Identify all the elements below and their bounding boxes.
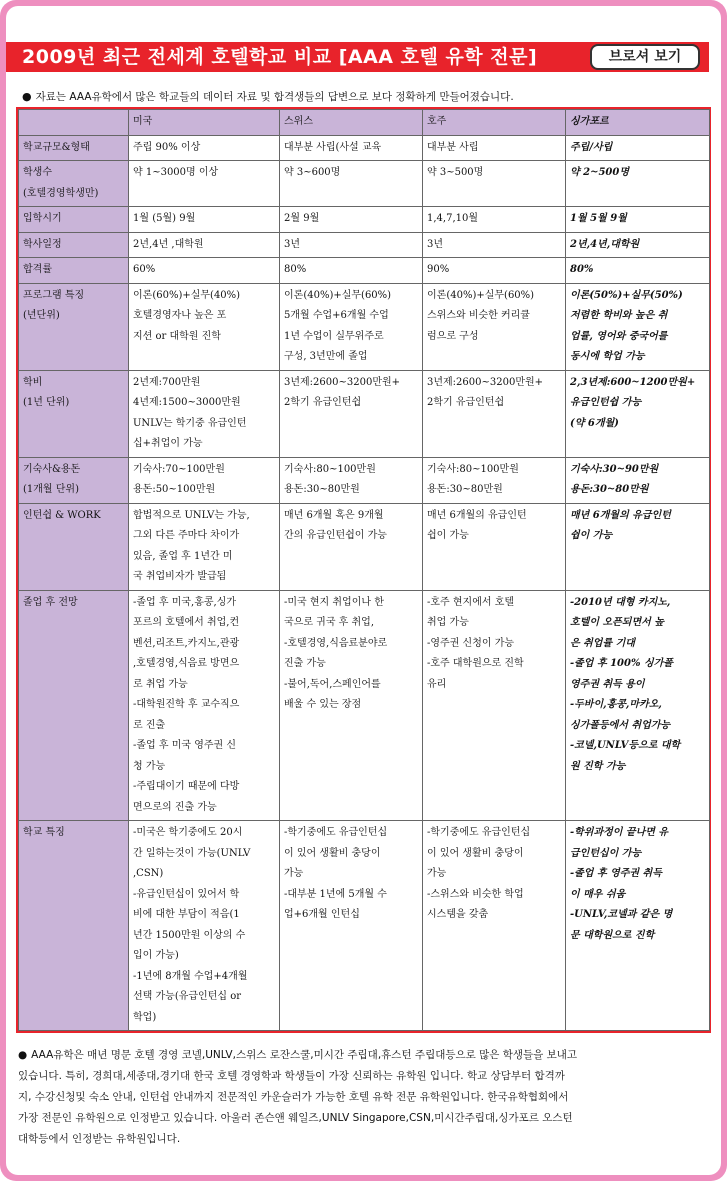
- table-row: [19, 457, 710, 503]
- cell-singapore: [566, 821, 710, 1031]
- cell-line: 가능: [427, 868, 447, 879]
- cell-us: [129, 503, 280, 590]
- cell-line: 2년제:700만원: [133, 376, 201, 388]
- cell-line: -졸업 후 100% 싱가폴: [570, 658, 673, 669]
- bottom-notice-line: 가장 전문인 유학원으로 인정받고 있습니다. 아울러 존슨앤 웨일즈,UNLV Singapore,CSN,미시간주립대,싱가포르 오스턴: [18, 1112, 573, 1124]
- cell-line: 년간 1500만원 이상의 수: [133, 929, 246, 941]
- bottom-notice-line: 있습니다. 특히, 경희대,세종대,경기대 한국 호텔 경영학과 학생들이 가장 신뢰하는 유학원 입니다. 학교 상담부터 합격까: [18, 1070, 565, 1082]
- cell-line: -1년에 8개월 수업+4개월: [133, 970, 248, 982]
- cell-line: (1년 단위): [23, 397, 70, 408]
- cell-line: 용돈:30~80만원: [570, 484, 649, 495]
- table-row: [19, 590, 710, 821]
- cell-line: 60%: [133, 264, 156, 275]
- cell-line: -유급인턴십이 있어서 학: [133, 888, 240, 900]
- header-cell-australia: 호주: [423, 110, 566, 136]
- cell-line: 매년 6개월의 유급인턴: [570, 509, 671, 521]
- cell-line: 국으로 귀국 후 취업,: [284, 617, 374, 628]
- cell-us: [129, 161, 280, 207]
- cell-switzerland: [280, 258, 423, 284]
- cell-line: 3년: [284, 238, 301, 250]
- cell-line: 간의 유급인턴쉽이 가능: [284, 530, 387, 541]
- cell-line: 용돈:30~80만원: [284, 484, 360, 495]
- header-cell-switzerland: 스위스: [280, 110, 423, 136]
- cell-line: 영주권 취득 용이: [570, 678, 645, 690]
- cell-line: (호텔경영학생만): [23, 187, 99, 199]
- cell-switzerland: [280, 370, 423, 457]
- cell-line: 3년제:2600~3200만원+: [284, 376, 401, 388]
- cell-line: 90%: [427, 264, 450, 275]
- cell-line: 약 3~600명: [284, 167, 341, 178]
- cell-line: -졸업 후 미국,홍콩,싱가: [133, 596, 237, 608]
- cell-line: 청 가능: [133, 760, 166, 772]
- cell-line: 80%: [284, 264, 307, 275]
- cell-line: 약 2~500명: [570, 167, 630, 178]
- cell-line: 1월 5월 9월: [570, 213, 627, 224]
- cell-line: 용돈:30~80만원: [427, 484, 503, 495]
- cell-line: 매년 6개월의 유급인턴: [427, 509, 527, 521]
- cell-line: 이론(40%)+실무(60%): [427, 289, 535, 301]
- cell-line: 국 취업비자가 발급됨: [133, 571, 227, 582]
- cell-switzerland: [280, 207, 423, 233]
- cell-us: [129, 821, 280, 1031]
- cell-line: 3년: [427, 238, 444, 250]
- cell-line: 가능: [284, 868, 304, 879]
- cell-line: 럼으로 구성: [427, 330, 479, 342]
- cell-line: 쉽이 가능: [427, 530, 469, 541]
- cell-switzerland: [280, 232, 423, 258]
- cell-line: 유리: [427, 678, 447, 690]
- cell-line: 매년 6개월 혹은 9개월: [284, 509, 384, 521]
- cell-line: 이 매우 쉬움: [570, 888, 626, 900]
- cell-line: UNLV는 학기중 유급인턴: [133, 417, 247, 429]
- table-row: [19, 370, 710, 457]
- row-label: [19, 457, 129, 503]
- cell-line: -대부분 1년에 5개월 수: [284, 888, 387, 900]
- cell-line: -스위스와 비슷한 학업: [427, 888, 524, 900]
- table-row: [19, 161, 710, 207]
- cell-line: 학사일정: [23, 238, 62, 250]
- cell-line: 유급인턴쉽 가능: [570, 397, 642, 408]
- cell-australia: [423, 503, 566, 590]
- cell-line: 1년 수업이 실무위주로: [284, 330, 384, 342]
- cell-line: 입학시기: [23, 213, 62, 224]
- cell-australia: [423, 821, 566, 1031]
- cell-line: 이론(50%)+실무(50%): [570, 289, 683, 301]
- cell-line: -코넬,UNLV등으로 대학: [570, 740, 681, 751]
- cell-line: 2학기 유급인턴쉽: [284, 397, 362, 408]
- cell-line: 쉽이 가능: [570, 530, 613, 541]
- cell-line: 지션 or 대학원 진학: [133, 330, 221, 342]
- row-label: [19, 135, 129, 161]
- cell-line: 싱가폴등에서 취업가능: [570, 719, 671, 731]
- cell-switzerland: [280, 135, 423, 161]
- table-row: [19, 258, 710, 284]
- bottom-notice: [18, 1045, 708, 1150]
- cell-switzerland: [280, 283, 423, 370]
- cell-line: 5개월 수업+6개월 수업: [284, 310, 389, 321]
- cell-line: 입이 가능): [133, 950, 179, 961]
- cell-line: -호주 현지에서 호텔: [427, 596, 515, 608]
- cell-line: 시스템을 갖춤: [427, 909, 489, 920]
- cell-line: ,CSN): [133, 868, 164, 879]
- cell-singapore: [566, 135, 710, 161]
- cell-line: 스위스와 비슷한 커리큘: [427, 310, 530, 321]
- bottom-notice-line: 지, 수강신청및 숙소 안내, 인턴쉽 안내까지 전문적인 카운슬러가 가능한 호텔 유학 전문 유학원입니다. 한국유학협회에서: [18, 1091, 569, 1103]
- cell-australia: [423, 283, 566, 370]
- cell-line: -학위과정이 끝나면 유: [570, 827, 669, 838]
- row-label: [19, 370, 129, 457]
- cell-line: 호텔경영자나 높은 포: [133, 310, 227, 321]
- cell-australia: [423, 590, 566, 821]
- cell-line: -졸업 후 영주권 취득: [570, 868, 662, 879]
- cell-line: 구성, 3년만에 졸업: [284, 351, 368, 362]
- cell-line: (1개월 단위): [23, 484, 79, 495]
- cell-line: 은 취업률 기대: [570, 637, 635, 649]
- cell-line: -두바이,홍콩,마카오,: [570, 699, 662, 710]
- cell-line: 호텔이 오픈되면서 높: [570, 617, 664, 628]
- cell-switzerland: [280, 503, 423, 590]
- cell-line: 용돈:50~100만원: [133, 484, 216, 495]
- cell-line: 학비: [23, 376, 43, 388]
- cell-line: 합법적으로 UNLV는 가능,: [133, 509, 250, 521]
- cell-line: 원 진학 가능: [570, 760, 626, 772]
- cell-us: [129, 258, 280, 284]
- cell-line: -학기중에도 유급인턴십: [284, 827, 388, 838]
- cell-australia: [423, 258, 566, 284]
- cell-line: 기숙사:80~100만원: [284, 463, 376, 475]
- cell-line: 주립 90% 이상: [133, 141, 201, 153]
- table-header-row: [19, 110, 710, 136]
- cell-line: 기숙사:30~90만원: [570, 463, 659, 475]
- cell-line: 업률, 영어와 중국어를: [570, 330, 668, 342]
- table-row: [19, 503, 710, 590]
- cell-us: [129, 232, 280, 258]
- cell-line: 십+취업이 가능: [133, 438, 203, 449]
- row-label: [19, 207, 129, 233]
- cell-line: 이 있어 생활비 충당이: [427, 847, 524, 859]
- table-row: [19, 283, 710, 370]
- cell-us: [129, 370, 280, 457]
- cell-line: 학업): [133, 1011, 157, 1023]
- brochure-button[interactable]: 브로셔 보기: [590, 44, 700, 70]
- cell-line: 1,4,7,10월: [427, 213, 479, 224]
- cell-line: -불어,독어,스페인어를: [284, 678, 381, 690]
- cell-switzerland: [280, 590, 423, 821]
- cell-line: 취업 가능: [427, 617, 469, 628]
- cell-line: -호텔경영,식음료분야로: [284, 637, 388, 649]
- cell-line: 대부분 사립(사설 교육: [284, 141, 382, 153]
- cell-line: 업+6개월 인턴십: [284, 909, 360, 920]
- cell-line: (년단위): [23, 310, 60, 321]
- cell-switzerland: [280, 161, 423, 207]
- cell-line: 2,3년제:600~1200만원+: [570, 376, 696, 388]
- cell-line: 학교규모&형태: [23, 141, 90, 153]
- cell-line: 동시에 학업 가능: [570, 351, 645, 362]
- cell-line: -미국은 학기중에도 20시: [133, 827, 243, 838]
- cell-line: 4년제:1500~3000만원: [133, 397, 241, 408]
- cell-switzerland: [280, 821, 423, 1031]
- cell-line: -영주권 신청이 가능: [427, 637, 515, 649]
- cell-line: 합격률: [23, 264, 52, 275]
- cell-line: 문 대학원으로 진학: [570, 929, 655, 941]
- cell-line: 기숙사:80~100만원: [427, 463, 519, 475]
- cell-line: -주립대이기 때문에 다방: [133, 781, 240, 792]
- header-cell-blank: [19, 110, 129, 136]
- cell-line: 면으로의 진출 가능: [133, 801, 217, 813]
- cell-line: 3년제:2600~3200만원+: [427, 376, 544, 388]
- cell-singapore: [566, 232, 710, 258]
- cell-line: -학기중에도 유급인턴십: [427, 827, 531, 838]
- cell-line: -졸업 후 미국 영주권 신: [133, 740, 237, 751]
- cell-line: 있음, 졸업 후 1년간 미: [133, 550, 233, 562]
- cell-line: 진출 가능: [284, 658, 326, 669]
- header-cell-singapore: 싱가포르: [566, 110, 710, 136]
- cell-singapore: [566, 370, 710, 457]
- cell-line: -2010년 대형 카지노,: [570, 596, 671, 608]
- cell-line: 학교 특징: [23, 827, 65, 838]
- page-title: 2009년 최근 전세계 호텔학교 비교 [AAA 호텔 유학 전문]: [22, 46, 538, 68]
- cell-australia: [423, 457, 566, 503]
- cell-switzerland: [280, 457, 423, 503]
- cell-line: 벤션,리조트,카지노,관광: [133, 637, 240, 649]
- row-label: [19, 821, 129, 1031]
- table-row: [19, 135, 710, 161]
- cell-australia: [423, 135, 566, 161]
- cell-line: 프로그램 특징: [23, 289, 85, 301]
- cell-singapore: [566, 283, 710, 370]
- cell-line: 2년,4년,대학원: [570, 238, 640, 250]
- row-label: [19, 232, 129, 258]
- cell-australia: [423, 232, 566, 258]
- row-label: [19, 258, 129, 284]
- row-label: [19, 590, 129, 821]
- cell-us: [129, 457, 280, 503]
- cell-australia: [423, 207, 566, 233]
- cell-line: 80%: [570, 264, 594, 275]
- cell-line: 2월 9월: [284, 213, 320, 224]
- cell-line: 포르의 호텔에서 취업,컨: [133, 617, 240, 628]
- cell-singapore: [566, 503, 710, 590]
- bullet-icon: ●: [22, 90, 32, 103]
- cell-australia: [423, 370, 566, 457]
- top-notice: [22, 89, 514, 104]
- cell-line: 급인턴십이 가능: [570, 847, 642, 859]
- cell-us: [129, 590, 280, 821]
- cell-line: 배울 수 있는 장점: [284, 699, 362, 710]
- cell-line: 간 일하는것이 가능(UNLV: [133, 847, 251, 859]
- top-notice-text: 자료는 AAA유학에서 많은 학교들의 데이터 자료 및 합격생들의 답변으로 보다 정확하게 만들어졌습니다.: [35, 91, 514, 103]
- cell-us: [129, 283, 280, 370]
- cell-line: (약 6개월): [570, 417, 619, 429]
- cell-line: 2학기 유급인턴쉽: [427, 397, 505, 408]
- table-row: [19, 232, 710, 258]
- cell-line: 약 3~500명: [427, 167, 484, 178]
- cell-singapore: [566, 590, 710, 821]
- cell-line: 로 취업 가능: [133, 678, 188, 690]
- cell-singapore: [566, 207, 710, 233]
- cell-line: -호주 대학원으로 진학: [427, 658, 524, 669]
- cell-singapore: [566, 258, 710, 284]
- cell-line: ,호텔경영,식음료 방면으: [133, 658, 240, 669]
- cell-line: 저렴한 학비와 높은 취: [570, 310, 668, 321]
- cell-line: 선택 가능(유급인턴십 or: [133, 991, 241, 1002]
- table-row: [19, 821, 710, 1031]
- cell-line: -UNLV,코넬과 같은 명: [570, 909, 673, 920]
- cell-line: 이론(60%)+실무(40%): [133, 289, 241, 301]
- cell-singapore: [566, 457, 710, 503]
- cell-line: 졸업 후 전망: [23, 596, 78, 608]
- table-row: [19, 207, 710, 233]
- row-label: [19, 161, 129, 207]
- cell-line: 인턴쉽 & WORK: [23, 509, 101, 521]
- cell-line: 대부분 사립: [427, 141, 479, 153]
- bullet-icon: ●: [18, 1049, 28, 1061]
- header-cell-us: 미국: [129, 110, 280, 136]
- cell-line: 로 진출: [133, 719, 166, 731]
- cell-us: [129, 135, 280, 161]
- bottom-notice-line: AAA유학은 매년 명문 호텔 경영 코넬,UNLV,스위스 로잔스쿨,미시간 주립대,휴스턴 주립대등으로 많은 학생들을 보내고: [31, 1049, 578, 1061]
- cell-line: 그외 다른 주마다 차이가: [133, 530, 240, 541]
- cell-line: -미국 현지 취업이나 한: [284, 596, 384, 608]
- cell-line: 약 1~3000명 이상: [133, 167, 219, 178]
- comparison-table: [18, 109, 710, 1031]
- cell-line: 2년,4년 ,대학원: [133, 238, 204, 250]
- cell-line: 기숙사:70~100만원: [133, 463, 225, 475]
- row-label: [19, 503, 129, 590]
- cell-line: -대학원진학 후 교수직으: [133, 699, 240, 710]
- cell-line: 기숙사&용돈: [23, 463, 81, 475]
- cell-line: 학생수: [23, 167, 52, 178]
- cell-line: 비에 대한 부담이 적음(1: [133, 909, 240, 920]
- cell-singapore: [566, 161, 710, 207]
- cell-line: 이 있어 생활비 충당이: [284, 847, 381, 859]
- row-label: [19, 283, 129, 370]
- cell-line: 1월 (5월) 9월: [133, 213, 196, 224]
- cell-australia: [423, 161, 566, 207]
- cell-line: 이론(40%)+실무(60%): [284, 289, 392, 301]
- comparison-table-wrap: [16, 107, 711, 1033]
- cell-us: [129, 207, 280, 233]
- cell-line: 주립/사립: [570, 141, 613, 153]
- bottom-notice-line: 대학등에서 인정받는 유학원입니다.: [18, 1133, 181, 1145]
